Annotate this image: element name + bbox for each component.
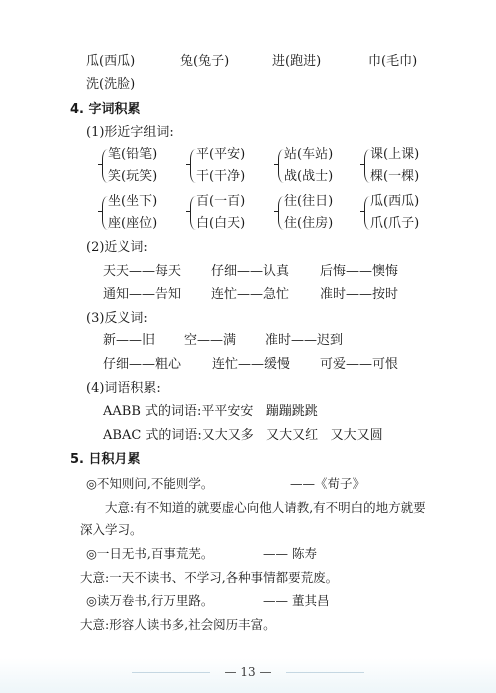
section-4-title: 4. 字词积累 [70, 102, 141, 117]
top-item-2: 兔(兔子) [180, 54, 230, 69]
antonyms-heading: (3)反义词: [86, 311, 148, 326]
word-group-item: 平(平安) [196, 147, 246, 162]
word-group-item: 爪(爪子) [370, 216, 420, 231]
quote-3: ◎读万卷书,行万里路。 [86, 593, 214, 608]
word-group-item: 站(车站) [284, 147, 334, 162]
quote-1-source: ——《荀子》 [290, 476, 366, 491]
quote-3-meaning: 大意:形容人读书多,社会阅历丰富。 [80, 617, 276, 632]
word-group-item: 往(往日) [284, 194, 334, 209]
word-group-item: 干(干净) [196, 169, 246, 184]
synonym-pair: 通知——告知 [103, 287, 182, 302]
footer-rule-right [286, 672, 364, 673]
word-group-item: 座(座位) [108, 216, 158, 231]
word-group-item: 坐(坐下) [108, 194, 158, 209]
synonym-pair: 后悔——懊悔 [320, 264, 399, 279]
quote-2: ◎一日无书,百事荒芜。 [86, 546, 214, 561]
top-item-3: 进(跑进) [272, 54, 322, 69]
aabb-words: AABB 式的词语:平平安安 蹦蹦跳跳 [103, 404, 318, 419]
word-group-item: 棵(一棵) [370, 169, 420, 184]
antonym-pair: 空——满 [184, 333, 237, 348]
footer-rule-left [132, 672, 210, 673]
abac-words: ABAC 式的词语:又大又多 又大又红 又大又圆 [103, 428, 383, 443]
antonym-pair: 可爱——可恨 [320, 357, 399, 372]
similar-chars-heading: (1)形近字组词: [86, 125, 174, 140]
synonym-pair: 连忙——急忙 [211, 287, 290, 302]
synonyms-heading: (2)近义词: [86, 240, 148, 255]
top-item-5: 洗(洗脸) [86, 77, 136, 92]
word-group-item: 白(白天) [196, 216, 246, 231]
section-5-title: 5. 日积月累 [70, 452, 141, 467]
quote-2-source: —— 陈寿 [263, 546, 317, 561]
quote-2-meaning: 大意:一天不读书、不学习,各种事情都要荒废。 [80, 570, 339, 585]
quote-1-meaning: 大意:有不知道的就要虚心向他人请教,有不明白的地方就要 [105, 500, 426, 515]
word-accumulation-heading: (4)词语积累: [86, 381, 161, 396]
word-group-item: 笑(玩笑) [108, 169, 158, 184]
top-item-1: 瓜(西瓜) [86, 54, 136, 69]
word-group-item: 住(住房) [284, 216, 334, 231]
word-group-item: 战(战士) [284, 169, 334, 184]
word-group-item: 瓜(西瓜) [370, 194, 420, 209]
synonym-pair: 天天——每天 [103, 264, 182, 279]
word-group-item: 课(上课) [370, 147, 420, 162]
word-group-item: 笔(铅笔) [108, 147, 158, 162]
synonym-pair: 准时——按时 [320, 287, 399, 302]
quote-1-meaning-cont: 深入学习。 [80, 522, 143, 537]
antonym-pair: 连忙——缓慢 [212, 357, 291, 372]
synonym-pair: 仔细——认真 [211, 264, 290, 279]
quote-1: ◎不知则问,不能则学。 [86, 476, 214, 491]
antonym-pair: 准时——迟到 [265, 333, 344, 348]
quote-3-source: —— 董其昌 [263, 593, 330, 608]
word-group-item: 百(一百) [196, 194, 246, 209]
antonym-pair: 仔细——粗心 [103, 357, 182, 372]
page-number: — 13 — [224, 665, 272, 679]
top-item-4: 巾(毛巾) [368, 54, 418, 69]
antonym-pair: 新——旧 [103, 333, 156, 348]
